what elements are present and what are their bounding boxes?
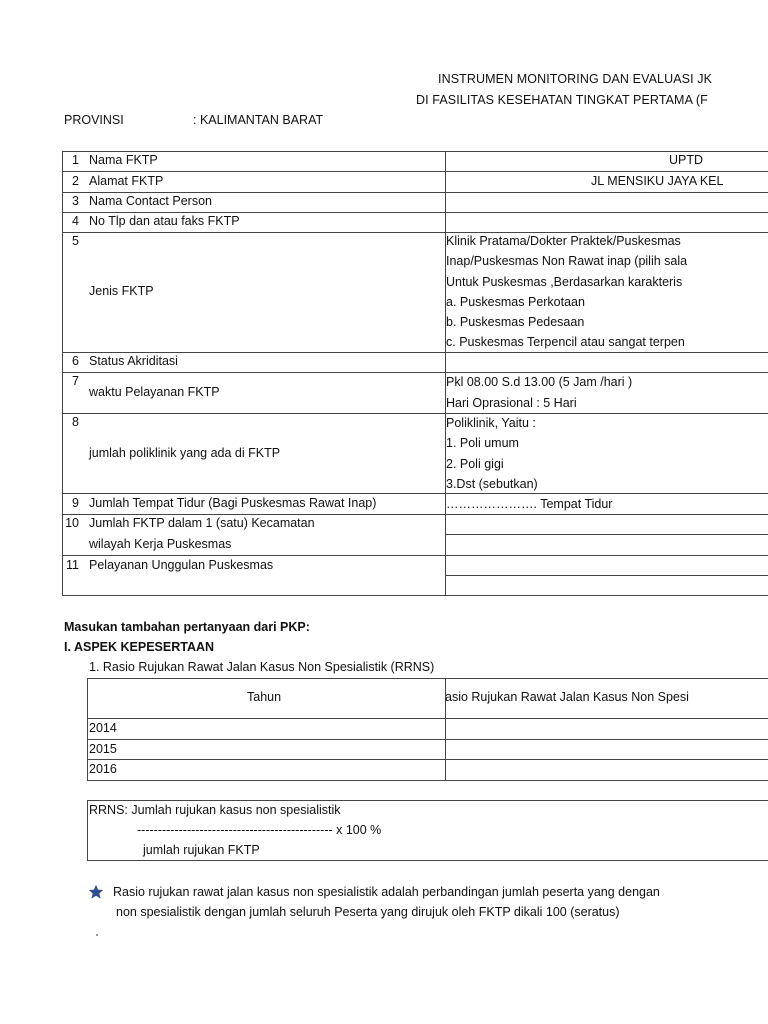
rrns-year-row: 2014 — [89, 721, 117, 735]
section-intro: Masukan tambahan pertanyaan dari PKP: — [64, 620, 310, 634]
note-line1: Rasio rujukan rawat jalan kasus non spesialistik adalah perbandingan jumlah peserta yang dengan — [113, 885, 660, 899]
row-value-jenis-2: Inap/Puskesmas Non Rawat inap (pilih sala — [446, 254, 688, 268]
rrns-formula-box — [87, 800, 768, 861]
row-number: 9 — [72, 496, 79, 510]
row-number: 7 — [72, 374, 79, 388]
row-label-jenis: Jenis FKTP — [89, 284, 154, 298]
row-value-alamat: JL MENSIKU JAYA KEL — [591, 174, 724, 188]
row-number: 8 — [72, 415, 79, 429]
row-number: 2 — [72, 174, 79, 188]
row-label-alamat: Alamat FKTP — [89, 174, 164, 188]
formula-numerator: RRNS: Jumlah rujukan kasus non spesialistik — [89, 803, 341, 817]
row-label-contact: Nama Contact Person — [89, 194, 212, 208]
row-value-tempat-tidur: …………………. Tempat Tidur — [446, 497, 613, 511]
row-number: 6 — [72, 354, 79, 368]
province-value: : KALIMANTAN BARAT — [193, 113, 324, 127]
row-value-poli-2: 1. Poli umum — [446, 436, 519, 450]
row-value-poli-1: Poliklinik, Yaitu : — [446, 416, 536, 430]
row-value-jenis-3: Untuk Puskesmas ,Berdasarkan karakteris — [446, 275, 683, 289]
row-value-poli-3: 2. Poli gigi — [446, 457, 504, 471]
rrns-table — [87, 678, 768, 781]
row-number: 4 — [72, 214, 79, 228]
row-value-waktu-1: Pkl 08.00 S.d 13.00 (5 Jam /hari ) — [446, 375, 633, 389]
row-label-akreditasi: Status Akriditasi — [89, 354, 178, 368]
province-label: PROVINSI — [64, 113, 124, 127]
row-value-jenis-4: a. Puskesmas Perkotaan — [446, 295, 585, 309]
row-label-jumlah-fktp-2: wilayah Kerja Puskesmas — [89, 537, 232, 551]
doc-title-line1: INSTRUMEN MONITORING DAN EVALUASI JK — [438, 72, 713, 86]
row-label-tempat-tidur: Jumlah Tempat Tidur (Bagi Puskesmas Rawat Inap) — [89, 496, 377, 510]
row-value-jenis-5: b. Puskesmas Pedesaan — [446, 315, 585, 329]
row-number: 5 — [72, 234, 79, 248]
formula-divider: ----------------------------------------------- x 100 % — [137, 823, 382, 837]
row-label-unggulan: Pelayanan Unggulan Puskesmas — [89, 558, 274, 572]
row-value-waktu-2: Hari Oprasional : 5 Hari — [446, 396, 577, 410]
rrns-col-tahun: Tahun — [247, 690, 282, 704]
row-value-jenis-1: Klinik Pratama/Dokter Praktek/Puskesmas — [446, 234, 681, 248]
star-bullet-icon — [88, 884, 104, 900]
stray-dot — [96, 934, 98, 936]
row-number: 10 — [65, 516, 79, 530]
rrns-col-rasio: asio Rujukan Rawat Jalan Kasus Non Spesi — [445, 690, 689, 704]
row-label-waktu: waktu Pelayanan FKTP — [89, 385, 220, 399]
row-value-jenis-6: c. Puskesmas Terpencil atau sangat terpen — [446, 335, 685, 349]
row-number: 1 — [72, 153, 79, 167]
fktp-info-table — [62, 151, 768, 596]
row-value-poli-4: 3.Dst (sebutkan) — [446, 477, 538, 491]
row-number: 3 — [72, 194, 79, 208]
formula-denominator: jumlah rujukan FKTP — [143, 843, 260, 857]
rrns-item-title: 1. Rasio Rujukan Rawat Jalan Kasus Non Spesialistik (RRNS) — [89, 660, 435, 674]
row-label-nama-fktp: Nama FKTP — [89, 153, 158, 167]
section-heading: I. ASPEK KEPESERTAAN — [64, 640, 215, 654]
doc-title-line2: DI FASILITAS KESEHATAN TINGKAT PERTAMA (F — [416, 93, 708, 107]
row-number: 11 — [66, 558, 79, 572]
row-label-poliklinik: jumlah poliklinik yang ada di FKTP — [89, 446, 281, 460]
row-value-nama-fktp: UPTD — [669, 153, 704, 167]
rrns-year-row: 2015 — [89, 742, 117, 756]
rrns-year-row: 2016 — [89, 762, 117, 776]
row-label-jumlah-fktp: Jumlah FKTP dalam 1 (satu) Kecamatan — [89, 516, 315, 530]
row-label-telp: No Tlp dan atau faks FKTP — [89, 214, 240, 228]
note-line2: non spesialistik dengan jumlah seluruh Peserta yang dirujuk oleh FKTP dikali 100 (seratus) — [116, 905, 620, 919]
